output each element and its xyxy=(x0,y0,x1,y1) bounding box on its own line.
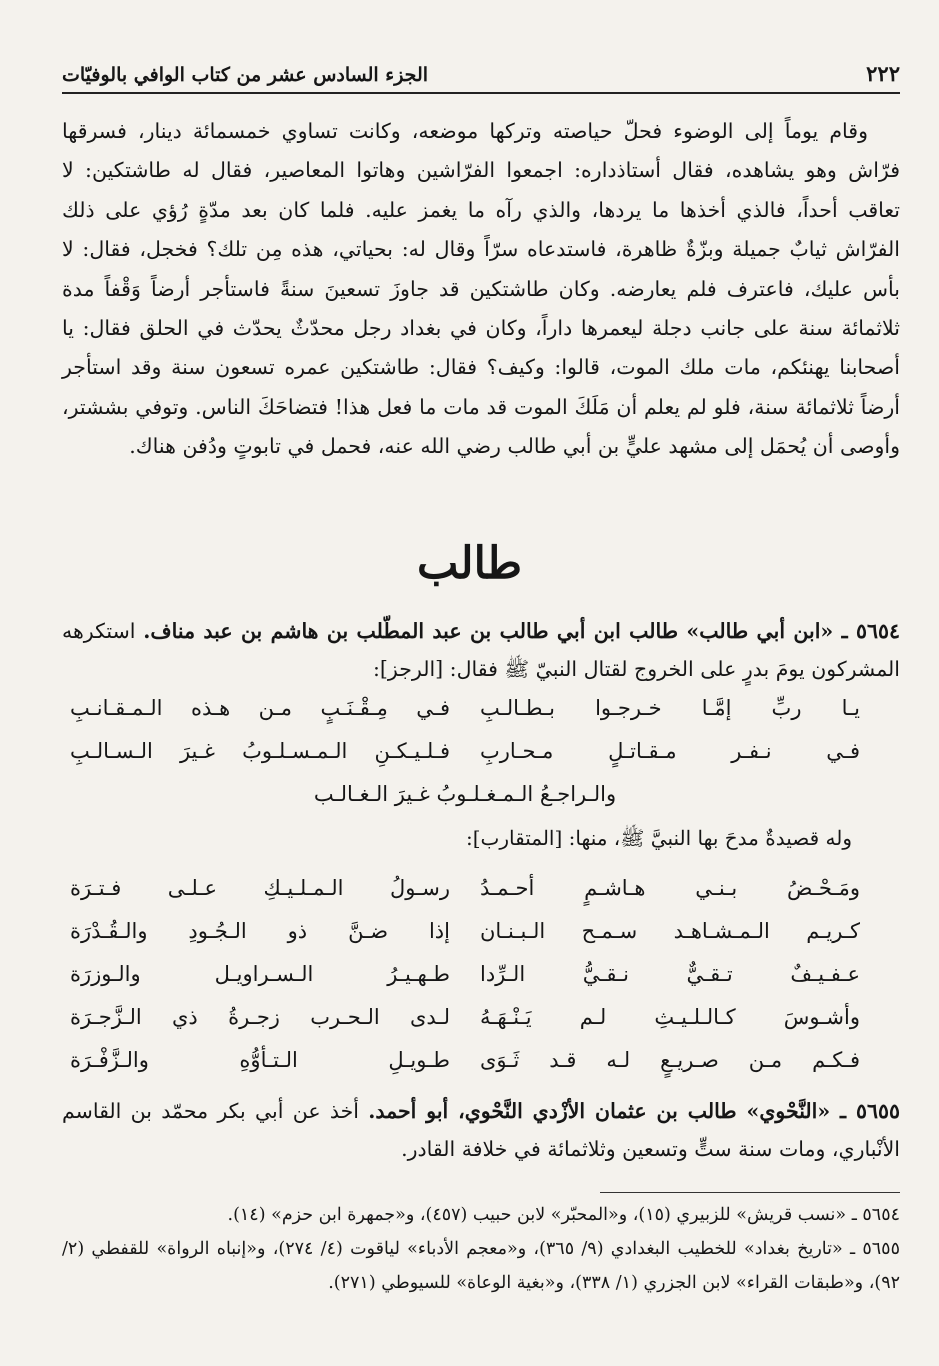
verse-line-single xyxy=(70,772,860,815)
entry-5655-lead: ٥٦٥٥ ـ «النَّحْوي» طالب بن عثمان الأزْدي النَّحْوي، أبو أحمد. xyxy=(368,1099,900,1123)
rajaz-poem xyxy=(70,686,860,815)
verse-line xyxy=(70,1038,860,1081)
verse-second-hemistich: طـويـلِ الـتـأوُّهِ والـزَّفْـرَة xyxy=(70,1047,450,1072)
mutaqarib-intro: وله قصيدةٌ مدحَ بها النبيَّ ﷺ، منها: [المتقارب]: xyxy=(466,826,852,850)
verse-first-hemistich: ومَـحْـضُ بـنـي هـاشـمٍ أحـمـدُ xyxy=(480,875,860,900)
verse-first-hemistich: وأشـوسَ كـالـلـيـثِ لـم يَـنْـهَـهُ xyxy=(480,1004,860,1029)
entry-5655 xyxy=(62,1092,900,1168)
main-paragraph: وقام يوماً إلى الوضوء فحلّ حياصته وتركها موضعه، وكانت تساوي خمسمائة دينار، فسرقها فرّاش وهو يشاهده، فقال أستاذداره: اجمعوا الفرّاشين وهاتوا المعاصير، فقال له طاشتكين: لا تعاقب أحداً، فالذي أخذها ما يردها، والذي رآه ما يغمز عليه. فلما كان بعد مدّةٍ رُؤي على ذلك الفرّاش ثيابٌ جميلة وبزّةٌ ظاهرة، فاستدعاه سرّاً وقال له: بحياتي، هذه مِن تلك؟ فخجل، فقال: لا بأس عليك، فاعترف فلم يعارضه. وكان طاشتكين قد جاوزَ تسعينَ سنةً فاستأجر أرضاً وَقْفاً مدة ثلاثمائة سنة على جانب دجلة ليعمرها داراً، وكان في بغداد رجل محدّثٌ يحدّث في الحلق فقال: يا أصحابنا يهنئكم، مات ملك الموت، قالوا: وكيف؟ فقال: طاشتكين عمره تسعون سنة وقد استأجر أرضاً ثلاثمائة سنة، فلو لم يعلم أن مَلَكَ الموت قد مات ما فعل هذا! فتضاحَكَ الناس. وتوفي بششتر، وأوصى أن يُحمَل إلى مشهد عليٍّ بن أبي طالب رضي الله عنه، فحمل في تابوتٍ ودُفن هناك. xyxy=(62,119,900,459)
verse-first-hemistich: عـفـيـفٌ تـقـيٌّ نـقـيُّ الـرِّدا xyxy=(480,961,860,986)
verse-line xyxy=(70,995,860,1038)
verse-first-hemistich: كـريـم الـمـشـاهـد سـمـح الـبـنـان xyxy=(480,918,860,943)
verse-second-hemistich: إذا ضـنَّ ذو الـجُـودِ والـقُـدْرَة xyxy=(70,918,450,943)
verse-second-hemistich: طـهـيـرُ الـسـراويـل والـوزرَة xyxy=(70,961,450,986)
page-header xyxy=(62,52,900,94)
entry-5654-paragraph xyxy=(62,612,900,688)
verse-second-hemistich: رسـولُ الـمـلـيـكِ عـلـى فـتـرَة xyxy=(70,875,450,900)
verse-second-hemistich: لـدى الـحـرب زجـرةُ ذي الـزَّجـرَة xyxy=(70,1004,450,1029)
mutaqarib-poem xyxy=(70,866,860,1081)
verse-line xyxy=(70,686,860,729)
verse-first-hemistich: فـي نـفـر مـقـاتـلٍ مـحـاربِ xyxy=(480,738,860,763)
footnote-5654: ٥٦٥٤ ـ «نسب قريش» للزبيري (١٥)، و«المحبّر» لابن حبيب (٤٥٧)، و«جمهرة ابن حزم» (١٤). xyxy=(227,1205,900,1225)
verse-line xyxy=(70,729,860,772)
entry-5655-text: أخذ عن أبي بكر محمّد بن القاسم الأنْباري، ومات سنة ستٍّ وتسعين وثلاثمائة في خلافة القادر. xyxy=(62,1099,900,1161)
page-number: ٢٢٢ xyxy=(866,61,900,86)
entry-5654-lead: ٥٦٥٤ ـ «ابن أبي طالب» طالب ابن أبي طالب بن عبد المطّلب بن هاشم بن عبد مناف. xyxy=(143,619,900,643)
verse-line xyxy=(70,866,860,909)
footnote-5655: ٥٦٥٥ ـ «تاريخ بغداد» للخطيب البغدادي (٩/ ٣٦٥)، و«معجم الأدباء» لياقوت (٤/ ٢٧٤)، و«إنباه الرواة» للقفطي (٢/ ٩٢)، و«طبقات القراء» لابن الجزري (١/ ٣٣٨)، و«بغية الوعاة» للسيوطي (٢٧١). xyxy=(62,1239,900,1293)
entry-5655-paragraph xyxy=(62,1092,900,1168)
footnotes xyxy=(62,1198,900,1300)
verse-line xyxy=(70,909,860,952)
verse-first-hemistich: فـكـم مـن صـريـعٍ لـه قـد ثَـوَى xyxy=(480,1047,860,1072)
verse-second-hemistich: فـلـيـكـنِ الـمـسـلـوبُ غـيرَ الـسـالـبِ xyxy=(70,738,450,763)
section-heading: طالب xyxy=(416,538,523,589)
footnote-divider xyxy=(600,1192,900,1193)
verse-line xyxy=(70,952,860,995)
entry-5654 xyxy=(62,612,900,688)
entry-5654-text: استكرهه المشركون يومَ بدرٍ على الخروج لقتال النبيّ ﷺ فقال: [الرجز]: xyxy=(62,619,900,681)
verse-first-hemistich: يـا ربِّ إمَّـا خـرجـوا بـطـالـبِ xyxy=(480,695,860,720)
verse-second-hemistich: فـي مِـقْـنَـبٍ مـن هـذه الـمـقـانـبِ xyxy=(70,695,450,720)
main-text-block xyxy=(62,112,900,467)
verse-single-hemistich: والـراجـعُ الـمـغـلـوبُ غـيرَ الـغـالـب xyxy=(313,781,617,806)
running-title: الجزء السادس عشر من كتاب الوافي بالوفيّات xyxy=(62,64,429,86)
